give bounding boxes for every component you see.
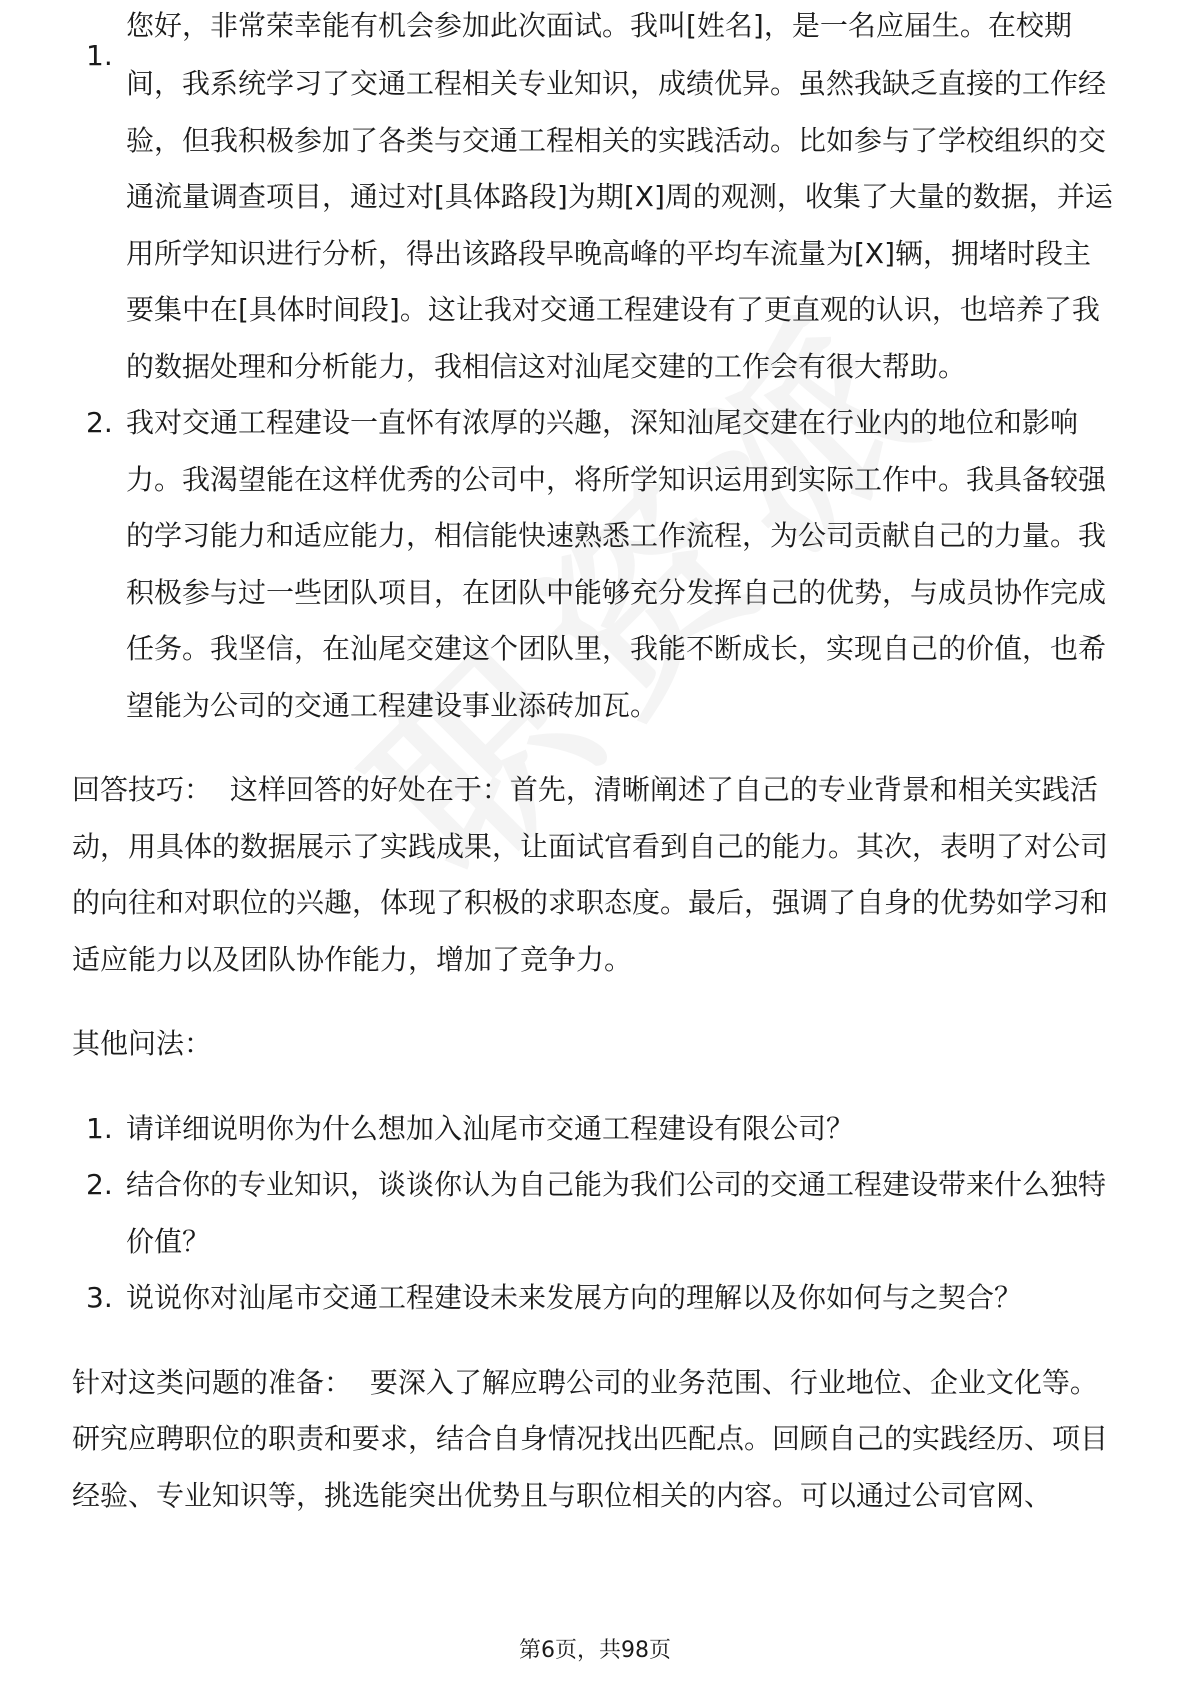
list-item <box>72 395 1118 734</box>
list-number: 2. <box>86 1168 113 1201</box>
list-item-text: 结合你的专业知识，谈谈你认为自己能为我们公司的交通工程建设带来什么独特价值？ <box>126 1168 1107 1258</box>
list-item-text: 间，我系统学习了交通工程相关专业知识，成绩优异。虽然我缺乏直接的工作经验，但我积极参加了各类与交通工程相关的实践活动。比如参与了学校组织的交通流量调查项目，通过对[具体路段]为期[X]周的观测，收集了大量的数据，并运用所学知识进行分析，得出该路段早晚高峰的平均车流量为[X]辆，拥堵时段主要集中在[具体时间段]。这让我对交通工程建设有了更直观的认识，也培养了我的数据处理和分析能力，我相信这对汕尾交建的工作会有很大帮助。 <box>126 67 1113 383</box>
prep-paragraph <box>72 1355 1118 1525</box>
list-item <box>72 1270 1118 1327</box>
list-item <box>72 1101 1118 1158</box>
tips-label: 回答技巧： <box>72 773 213 806</box>
list-item-text: 说说你对汕尾市交通工程建设未来发展方向的理解以及你如何与之契合？ <box>126 1281 1023 1314</box>
list-number: 1. <box>86 1111 113 1145</box>
other-heading: 其他问法： <box>72 1027 213 1060</box>
list-item-text: 我对交通工程建设一直怀有浓厚的兴趣，深知汕尾交建在行业内的地位和影响力。我渴望能在这样优秀的公司中，将所学知识运用到实际工作中。我具备较强的学习能力和适应能力，相信能快速熟悉工作流程，为公司贡献自己的力量。我积极参与过一些团队项目，在团队中能够充分发挥自己的优势，与成员协作完成任务。我坚信，在汕尾交建这个团队里，我能不断成长，实现自己的价值，也希望能为公司的交通工程建设事业添砖加瓦。 <box>126 406 1107 722</box>
tips-text: 这样回答的好处在于：首先，清晰阐述了自己的专业背景和相关实践活动，用具体的数据展示了实践成果，让面试官看到自己的能力。其次，表明了对公司的向往和对职位的兴趣，体现了积极的求职态度。最后，强调了自身的优势如学习和适应能力以及团队协作能力，增加了竞争力。 <box>72 773 1109 976</box>
list-number: 3. <box>86 1281 113 1314</box>
cut-off-line-text: 您好，非常荣幸能有机会参加此次面试。我叫[姓名]，是一名应届生。在校期 <box>126 9 1072 42</box>
page-footer: 第6页，共98页 <box>519 1638 671 1663</box>
list-item <box>72 1157 1118 1270</box>
prep-label: 针对这类问题的准备： <box>72 1365 353 1399</box>
list-number: 2. <box>86 406 113 439</box>
list-number: 1. <box>86 39 113 72</box>
list-item <box>72 9 1118 395</box>
prep-text: 要深入了解应聘公司的业务范围、行业地位、企业文化等。研究应聘职位的职责和要求，结合自身情况找出匹配点。回顾自己的实践经历、项目经验、专业知识等，挑选能突出优势且与职位相关的内容。可以通过公司官网、 <box>72 1365 1109 1512</box>
cut-off-line <box>126 9 1118 56</box>
document-body <box>72 9 1118 1524</box>
tips-paragraph <box>72 762 1118 988</box>
list-item-text: 请详细说明你为什么想加入汕尾市交通工程建设有限公司？ <box>126 1111 855 1145</box>
other-questions-list <box>72 1101 1118 1327</box>
answer-list <box>72 9 1118 734</box>
